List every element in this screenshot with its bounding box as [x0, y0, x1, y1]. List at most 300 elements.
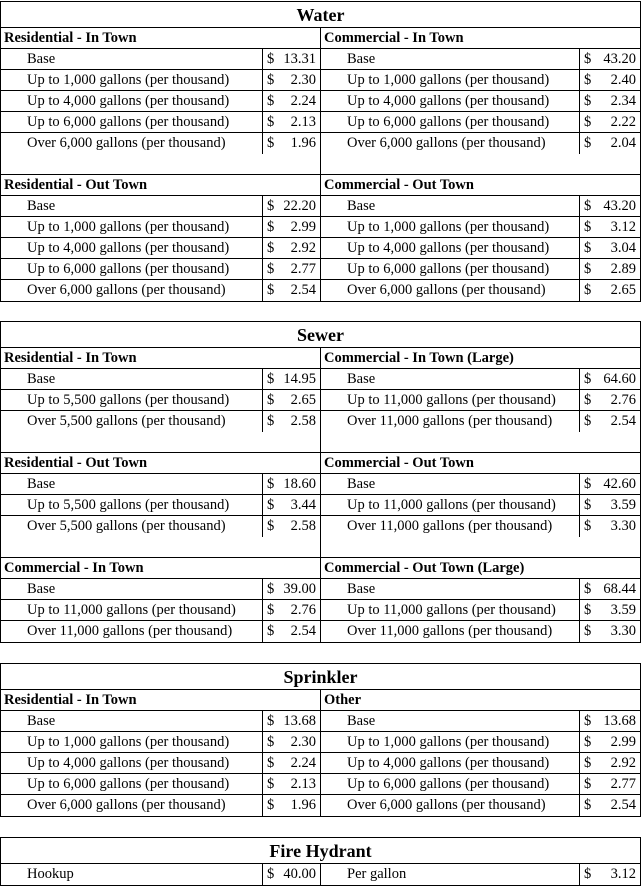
currency-symbol: $: [584, 114, 592, 130]
currency-symbol: $: [584, 476, 592, 492]
rate-column: [321, 690, 640, 816]
rate-tier-label: Over 6,000 gallons (per thousand): [1, 280, 263, 301]
rate-value: 3.12: [610, 866, 636, 882]
rate-value: 2.30: [290, 72, 316, 88]
rate-row: [1, 864, 320, 885]
sewer-rates-section: [0, 321, 641, 643]
currency-symbol: $: [267, 282, 275, 298]
currency-symbol: $: [584, 623, 592, 639]
currency-symbol: $: [267, 713, 275, 729]
rate-value: 2.65: [290, 392, 316, 408]
rate-value: 42.60: [603, 476, 636, 492]
rate-tier-label: Over 5,500 gallons (per thousand): [1, 411, 263, 432]
rate-tier-label: Up to 11,000 gallons (per thousand): [321, 390, 580, 410]
spacer-cell: [321, 432, 640, 453]
rate-tier-label: Up to 4,000 gallons (per thousand): [1, 91, 263, 111]
section-title: Fire Hydrant: [1, 838, 640, 864]
rate-value: 2.40: [610, 72, 636, 88]
rate-column: [321, 175, 640, 301]
section-title: Sprinkler: [1, 664, 640, 690]
rate-tier-label: Up to 5,500 gallons (per thousand): [1, 390, 263, 410]
rate-category-header: Commercial - Out Town: [321, 453, 640, 474]
rate-amount: [263, 495, 320, 515]
rate-tier-label: Over 11,000 gallons (per thousand): [321, 516, 580, 537]
rate-value: 2.76: [290, 602, 316, 618]
rate-amount: [263, 774, 320, 794]
rate-amount: [580, 579, 640, 599]
rate-value: 64.60: [603, 371, 636, 387]
rate-value: 2.54: [290, 282, 316, 298]
rate-group: [1, 558, 640, 642]
rate-row: [321, 238, 640, 259]
currency-symbol: $: [584, 734, 592, 750]
rate-category-header: Commercial - In Town (Large): [321, 348, 640, 369]
currency-symbol: $: [584, 413, 592, 429]
rate-row: [1, 495, 320, 516]
rate-value: 3.59: [610, 497, 636, 513]
rate-row: [321, 49, 640, 70]
rate-tier-label: Up to 1,000 gallons (per thousand): [321, 732, 580, 752]
currency-symbol: $: [584, 135, 592, 151]
rate-row: [321, 112, 640, 133]
rate-tier-label: Up to 1,000 gallons (per thousand): [1, 70, 263, 90]
rate-row: [1, 280, 320, 301]
rate-tier-label: Base: [1, 474, 263, 494]
currency-symbol: $: [584, 713, 592, 729]
group-spacer: [1, 154, 640, 175]
rate-value: 2.92: [290, 240, 316, 256]
rate-value: 14.95: [283, 371, 316, 387]
rate-row: [321, 474, 640, 495]
rate-value: 2.58: [290, 518, 316, 534]
rate-row: [1, 774, 320, 795]
rate-value: 13.68: [283, 713, 316, 729]
currency-symbol: $: [584, 581, 592, 597]
rate-row: [1, 474, 320, 495]
currency-symbol: $: [584, 371, 592, 387]
rate-amount: [263, 579, 320, 599]
section-title: Sewer: [1, 322, 640, 348]
rate-category-header: Commercial - Out Town: [321, 175, 640, 196]
rate-tier-label: Per gallon: [321, 864, 580, 885]
rate-tier-label: Up to 5,500 gallons (per thousand): [1, 495, 263, 515]
rate-amount: [263, 133, 320, 154]
rate-tier-label: Over 11,000 gallons (per thousand): [321, 621, 580, 642]
rate-value: 2.89: [610, 261, 636, 277]
rate-tier-label: Up to 1,000 gallons (per thousand): [321, 217, 580, 237]
rate-column: [321, 28, 640, 154]
spacer-cell: [1, 432, 321, 453]
rate-amount: [580, 369, 640, 389]
rate-row: [321, 774, 640, 795]
rate-row: [321, 280, 640, 301]
currency-symbol: $: [267, 198, 275, 214]
rate-value: 3.44: [290, 497, 316, 513]
currency-symbol: $: [267, 219, 275, 235]
rate-amount: [263, 753, 320, 773]
rate-category-header: Residential - Out Town: [1, 175, 320, 196]
rate-row: [1, 112, 320, 133]
rate-amount: [263, 259, 320, 279]
rate-category-header: Residential - In Town: [1, 348, 320, 369]
rate-row: [1, 238, 320, 259]
spacer-cell: [321, 154, 640, 175]
rate-tier-label: Base: [321, 49, 580, 69]
rate-value: 2.58: [290, 413, 316, 429]
rate-amount: [580, 196, 640, 216]
rate-category-header: Commercial - Out Town (Large): [321, 558, 640, 579]
rate-tier-label: Over 5,500 gallons (per thousand): [1, 516, 263, 537]
rate-tier-label: Up to 4,000 gallons (per thousand): [321, 238, 580, 258]
rate-value: 2.65: [610, 282, 636, 298]
rate-value: 2.04: [610, 135, 636, 151]
rate-value: 22.20: [283, 198, 316, 214]
rate-tier-label: Over 6,000 gallons (per thousand): [321, 133, 580, 154]
rate-value: 1.96: [290, 135, 316, 151]
rate-amount: [580, 474, 640, 494]
rate-category-header: Residential - In Town: [1, 28, 320, 49]
rate-value: 2.92: [610, 755, 636, 771]
rate-value: 43.20: [603, 198, 636, 214]
rate-tier-label: Up to 4,000 gallons (per thousand): [321, 91, 580, 111]
rate-group: [1, 690, 640, 816]
rate-tier-label: Up to 11,000 gallons (per thousand): [321, 600, 580, 620]
spacer-cell: [321, 537, 640, 558]
currency-symbol: $: [267, 602, 275, 618]
rate-row: [1, 579, 320, 600]
rate-tier-label: Hookup: [1, 864, 263, 885]
rate-category-header: Commercial - In Town: [1, 558, 320, 579]
rate-row: [321, 621, 640, 642]
rate-row: [321, 864, 640, 885]
currency-symbol: $: [267, 734, 275, 750]
rate-row: [1, 711, 320, 732]
rate-column: [1, 175, 321, 301]
rate-row: [1, 621, 320, 642]
rate-tier-label: Over 6,000 gallons (per thousand): [1, 133, 263, 154]
rate-value: 2.54: [290, 623, 316, 639]
rate-amount: [580, 70, 640, 90]
rate-row: [321, 732, 640, 753]
rate-value: 3.30: [610, 518, 636, 534]
currency-symbol: $: [584, 198, 592, 214]
rate-tier-label: Base: [321, 369, 580, 389]
rate-row: [1, 70, 320, 91]
rate-amount: [263, 91, 320, 111]
rate-row: [321, 711, 640, 732]
rate-tier-label: Up to 6,000 gallons (per thousand): [1, 259, 263, 279]
rate-tier-label: Up to 4,000 gallons (per thousand): [321, 753, 580, 773]
currency-symbol: $: [267, 413, 275, 429]
rate-tier-label: Up to 6,000 gallons (per thousand): [321, 112, 580, 132]
rate-amount: [580, 864, 640, 885]
rate-value: 1.96: [290, 797, 316, 813]
rate-amount: [263, 711, 320, 731]
rate-amount: [580, 774, 640, 794]
currency-symbol: $: [267, 866, 275, 882]
rate-amount: [263, 600, 320, 620]
rate-row: [1, 259, 320, 280]
rate-group: [1, 453, 640, 537]
rate-amount: [263, 238, 320, 258]
rate-amount: [580, 621, 640, 642]
rate-value: 2.13: [290, 114, 316, 130]
currency-symbol: $: [267, 93, 275, 109]
rate-tier-label: Base: [321, 196, 580, 216]
currency-symbol: $: [584, 602, 592, 618]
rate-column: [1, 558, 321, 642]
rate-value: 2.77: [290, 261, 316, 277]
currency-symbol: $: [267, 497, 275, 513]
currency-symbol: $: [267, 518, 275, 534]
currency-symbol: $: [584, 392, 592, 408]
currency-symbol: $: [267, 114, 275, 130]
rate-value: 3.12: [610, 219, 636, 235]
rate-value: 2.99: [610, 734, 636, 750]
rate-amount: [263, 112, 320, 132]
rate-tier-label: Up to 6,000 gallons (per thousand): [1, 112, 263, 132]
rate-value: 3.59: [610, 602, 636, 618]
rate-tier-label: Over 6,000 gallons (per thousand): [321, 280, 580, 301]
currency-symbol: $: [584, 72, 592, 88]
rate-amount: [580, 732, 640, 752]
rate-amount: [580, 238, 640, 258]
rate-tier-label: Up to 4,000 gallons (per thousand): [1, 238, 263, 258]
rate-row: [1, 390, 320, 411]
rate-value: 2.99: [290, 219, 316, 235]
currency-symbol: $: [267, 476, 275, 492]
currency-symbol: $: [584, 240, 592, 256]
currency-symbol: $: [584, 518, 592, 534]
rate-row: [1, 516, 320, 537]
rate-tier-label: Up to 6,000 gallons (per thousand): [1, 774, 263, 794]
rate-amount: [263, 49, 320, 69]
rate-column: [1, 348, 321, 432]
rate-row: [1, 369, 320, 390]
rate-tier-label: Up to 11,000 gallons (per thousand): [1, 600, 263, 620]
rate-tier-label: Base: [321, 474, 580, 494]
rate-tier-label: Over 11,000 gallons (per thousand): [1, 621, 263, 642]
currency-symbol: $: [267, 755, 275, 771]
rate-category-header: Commercial - In Town: [321, 28, 640, 49]
rate-amount: [263, 732, 320, 752]
currency-symbol: $: [584, 261, 592, 277]
rate-value: 2.24: [290, 93, 316, 109]
spacer-cell: [1, 154, 321, 175]
rate-row: [1, 411, 320, 432]
rate-tier-label: Base: [321, 579, 580, 599]
rate-row: [321, 579, 640, 600]
rate-column: [321, 453, 640, 537]
section-title: Water: [1, 2, 640, 28]
rate-tier-label: Up to 11,000 gallons (per thousand): [321, 495, 580, 515]
rate-amount: [580, 795, 640, 816]
rate-row: [321, 516, 640, 537]
rate-group: [1, 864, 640, 885]
group-spacer: [1, 537, 640, 558]
currency-symbol: $: [267, 797, 275, 813]
rate-amount: [580, 133, 640, 154]
rate-value: 2.76: [610, 392, 636, 408]
rate-amount: [263, 621, 320, 642]
currency-symbol: $: [267, 135, 275, 151]
currency-symbol: $: [584, 497, 592, 513]
rate-tier-label: Base: [321, 711, 580, 731]
rate-column: [321, 348, 640, 432]
rate-row: [321, 411, 640, 432]
rate-amount: [580, 259, 640, 279]
rate-row: [1, 91, 320, 112]
rate-value: 18.60: [283, 476, 316, 492]
water-rates-section: [0, 1, 641, 302]
currency-symbol: $: [584, 219, 592, 235]
fire-hydrant-rates-section: [0, 837, 641, 886]
rate-amount: [580, 411, 640, 432]
rate-tier-label: Base: [1, 369, 263, 389]
currency-symbol: $: [267, 623, 275, 639]
rate-column: [321, 864, 640, 885]
rate-row: [321, 390, 640, 411]
rate-row: [1, 133, 320, 154]
rate-category-header: Residential - Out Town: [1, 453, 320, 474]
rate-amount: [580, 390, 640, 410]
rate-row: [1, 49, 320, 70]
currency-symbol: $: [267, 371, 275, 387]
rate-row: [321, 133, 640, 154]
rate-value: 68.44: [603, 581, 636, 597]
rate-value: 2.34: [610, 93, 636, 109]
rate-amount: [580, 711, 640, 731]
rate-amount: [263, 474, 320, 494]
rate-amount: [263, 390, 320, 410]
rate-tier-label: Over 11,000 gallons (per thousand): [321, 411, 580, 432]
rate-tier-label: Up to 6,000 gallons (per thousand): [321, 259, 580, 279]
rate-amount: [263, 795, 320, 816]
rate-amount: [263, 369, 320, 389]
rate-row: [1, 795, 320, 816]
rate-row: [321, 217, 640, 238]
rate-group: [1, 348, 640, 432]
rate-category-header: Other: [321, 690, 640, 711]
rate-value: 40.00: [283, 866, 316, 882]
rate-group: [1, 175, 640, 301]
rate-tier-label: Up to 4,000 gallons (per thousand): [1, 753, 263, 773]
currency-symbol: $: [584, 282, 592, 298]
rate-row: [1, 217, 320, 238]
rate-tier-label: Base: [1, 196, 263, 216]
rate-amount: [580, 600, 640, 620]
rate-column: [1, 864, 321, 885]
rate-row: [321, 795, 640, 816]
rate-tier-label: Up to 6,000 gallons (per thousand): [321, 774, 580, 794]
rate-amount: [263, 196, 320, 216]
rate-row: [321, 600, 640, 621]
rate-amount: [580, 280, 640, 301]
rate-category-header: Residential - In Town: [1, 690, 320, 711]
rate-tier-label: Over 6,000 gallons (per thousand): [321, 795, 580, 816]
rate-row: [321, 196, 640, 217]
rate-tier-label: Base: [1, 711, 263, 731]
currency-symbol: $: [584, 93, 592, 109]
rate-amount: [580, 753, 640, 773]
rate-value: 39.00: [283, 581, 316, 597]
rate-row: [321, 259, 640, 280]
currency-symbol: $: [267, 261, 275, 277]
rate-group: [1, 28, 640, 154]
rate-amount: [263, 70, 320, 90]
rate-row: [1, 753, 320, 774]
rate-tier-label: Up to 1,000 gallons (per thousand): [321, 70, 580, 90]
currency-symbol: $: [267, 392, 275, 408]
rate-column: [1, 453, 321, 537]
currency-symbol: $: [584, 866, 592, 882]
currency-symbol: $: [584, 51, 592, 67]
sprinkler-rates-section: [0, 663, 641, 817]
rate-amount: [580, 91, 640, 111]
rate-row: [321, 369, 640, 390]
rate-row: [321, 753, 640, 774]
rate-amount: [263, 864, 320, 885]
currency-symbol: $: [584, 755, 592, 771]
rate-value: 3.04: [610, 240, 636, 256]
rate-amount: [580, 495, 640, 515]
currency-symbol: $: [584, 797, 592, 813]
rate-value: 2.24: [290, 755, 316, 771]
rate-value: 13.68: [603, 713, 636, 729]
currency-symbol: $: [267, 581, 275, 597]
rate-row: [1, 196, 320, 217]
rate-column: [1, 28, 321, 154]
rate-amount: [263, 516, 320, 537]
rate-amount: [580, 112, 640, 132]
rate-tier-label: Up to 1,000 gallons (per thousand): [1, 732, 263, 752]
rate-value: 2.22: [610, 114, 636, 130]
rate-amount: [580, 516, 640, 537]
rate-value: 43.20: [603, 51, 636, 67]
currency-symbol: $: [267, 776, 275, 792]
rate-amount: [263, 411, 320, 432]
group-spacer: [1, 432, 640, 453]
rate-amount: [580, 217, 640, 237]
currency-symbol: $: [584, 776, 592, 792]
rate-row: [321, 495, 640, 516]
rate-value: 2.13: [290, 776, 316, 792]
rate-amount: [580, 49, 640, 69]
rate-value: 2.54: [610, 413, 636, 429]
rate-amount: [263, 217, 320, 237]
rate-value: 2.30: [290, 734, 316, 750]
rate-row: [321, 91, 640, 112]
rate-amount: [263, 280, 320, 301]
rate-tier-label: Over 6,000 gallons (per thousand): [1, 795, 263, 816]
rate-column: [1, 690, 321, 816]
spacer-cell: [1, 537, 321, 558]
rate-value: 3.30: [610, 623, 636, 639]
currency-symbol: $: [267, 51, 275, 67]
rate-row: [321, 70, 640, 91]
rate-value: 2.54: [610, 797, 636, 813]
rate-tier-label: Up to 1,000 gallons (per thousand): [1, 217, 263, 237]
rate-value: 2.77: [610, 776, 636, 792]
currency-symbol: $: [267, 72, 275, 88]
rate-column: [321, 558, 640, 642]
currency-symbol: $: [267, 240, 275, 256]
rate-row: [1, 600, 320, 621]
rate-tier-label: Base: [1, 579, 263, 599]
rate-value: 13.31: [283, 51, 316, 67]
rate-tier-label: Base: [1, 49, 263, 69]
rate-row: [1, 732, 320, 753]
